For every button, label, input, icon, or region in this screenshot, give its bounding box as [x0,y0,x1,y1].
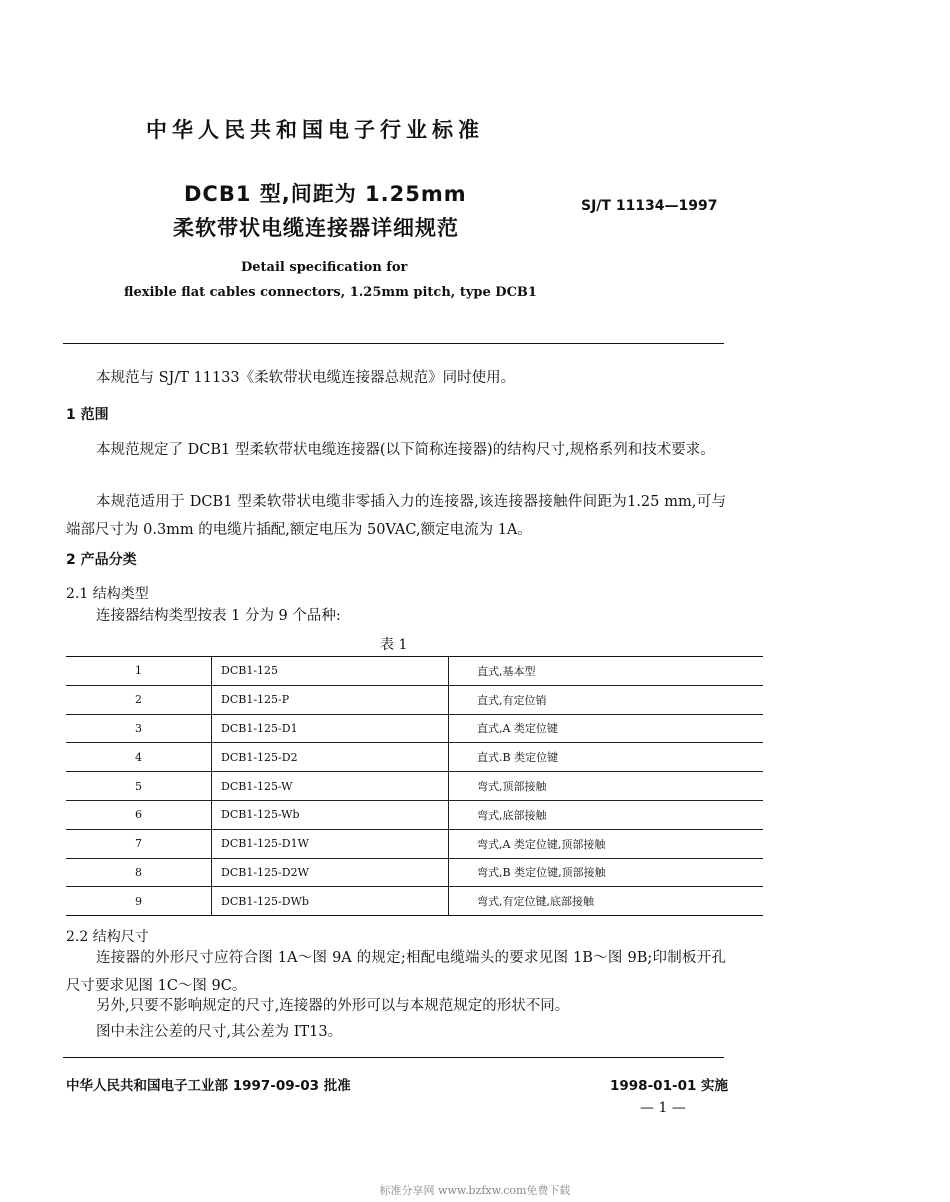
table-cell-model: DCB1-125-W [212,772,449,801]
table-cell-model: DCB1-125-DWb [212,887,449,916]
table-cell-model: DCB1-125-D2W [212,858,449,887]
table-cell-model: DCB1-125-D1W [212,829,449,858]
table-cell-no: 1 [66,657,212,686]
table-row [66,829,763,858]
table-row [66,887,763,916]
table-cell-description: 直式.B 类定位键 [477,751,559,765]
table-cell-description: 弯式,B 类定位键,顶部接触 [477,866,606,880]
table-cell-no: 5 [66,772,212,801]
watermark: 标准分享网 www.bzfxw.com免费下载 [379,1184,571,1197]
table-cell-no: 3 [66,714,212,743]
approval-line: 中华人民共和国电子工业部 1997-09-03 批准 [66,1078,351,1094]
table-cell-no: 2 [66,685,212,714]
effective-date: 1998-01-01 实施 [610,1078,729,1094]
header-divider [63,343,724,344]
table-cell-description: 弯式,有定位键,底部接触 [477,895,594,909]
title-zh-line2: 柔软带状电缆连接器详细规范 [173,216,459,240]
table-cell-description: 直式,基本型 [477,664,536,678]
table-cell-description: 直式,有定位销 [477,693,547,707]
table-cell-no: 8 [66,858,212,887]
title-en-line1: Detail specification for [241,260,408,275]
table-caption: 表 1 [380,637,408,653]
table-cell-description: 直式,A 类定位键 [477,722,558,736]
table-cell-no: 7 [66,829,212,858]
table-cell-model: DCB1-125-D1 [212,714,449,743]
section-2-1-text: 连接器结构类型按表 1 分为 9 个品种: [96,608,341,624]
table-cell-model: DCB1-125 [212,657,449,686]
title-zh-line1: DCB1 型,间距为 1.25mm [184,182,467,206]
table-row [66,858,763,887]
section-1-heading: 1 范围 [66,407,109,423]
title-en-line2: flexible flat cables connectors, 1.25mm pitch, type DCB1 [124,285,537,300]
table-cell-description: 弯式,底部接触 [477,808,547,822]
table-row [66,743,763,772]
table-row [66,800,763,829]
table-cell-no: 9 [66,887,212,916]
table-cell-no: 6 [66,800,212,829]
section-2-2-paragraph-2: 另外,只要不影响规定的尺寸,连接器的外形可以与本规范规定的形状不同。 [96,998,570,1014]
table-cell-description: 弯式,顶部接触 [477,780,547,794]
table-cell-no: 4 [66,743,212,772]
standard-code: SJ/T 11134—1997 [581,198,718,214]
section-1-paragraph-2: 本规范适用于 DCB1 型柔软带状电缆非零插入力的连接器,该连接器接触件间距为1.25 mm,可与端部尺寸为 0.3mm 的电缆片插配,额定电压为 50VAC,额定电流为 1A。 [66,494,726,538]
table-row [66,657,763,686]
table-row [66,714,763,743]
section-2-2-heading: 2.2 结构尺寸 [66,929,149,945]
table-cell-model: DCB1-125-D2 [212,743,449,772]
intro-paragraph: 本规范与 SJ/T 11133《柔软带状电缆连接器总规范》同时使用。 [96,370,516,386]
section-1-paragraph-1: 本规范规定了 DCB1 型柔软带状电缆连接器(以下简称连接器)的结构尺寸,规格系列和技术要求。 [96,442,715,458]
table-row [66,685,763,714]
footer-divider [63,1057,724,1058]
section-2-heading: 2 产品分类 [66,552,137,568]
connector-type-table [66,656,763,916]
section-2-2-paragraph-3: 图中未注公差的尺寸,其公差为 IT13。 [96,1024,343,1040]
table-cell-model: DCB1-125-Wb [212,800,449,829]
table-cell-description: 弯式,A 类定位键,顶部接触 [477,837,606,851]
page-number: — 1 — [640,1100,686,1116]
section-2-1-heading: 2.1 结构类型 [66,586,149,602]
section-2-2-paragraph-1: 连接器的外形尺寸应符合图 1A～图 9A 的规定;相配电缆端头的要求见图 1B～图 9B;印制板开孔尺寸要求见图 1C～图 9C。 [66,950,726,994]
table-row [66,772,763,801]
issuing-authority: 中华人民共和国电子行业标准 [146,118,484,142]
table-cell-model: DCB1-125-P [212,685,449,714]
